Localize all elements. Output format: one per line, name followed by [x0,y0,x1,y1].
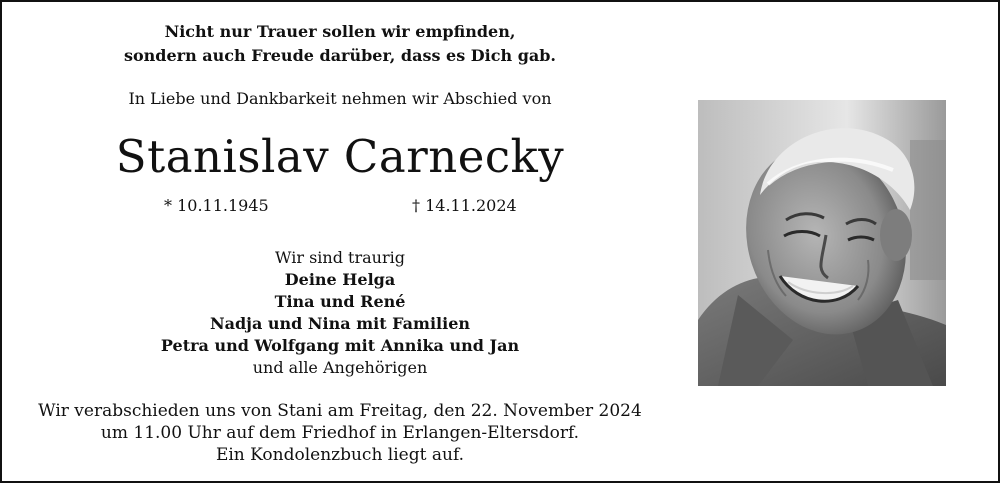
mourner-name: Deine Helga [284,270,396,289]
intro-text: In Liebe und Dankbarkeit nehmen wir Abschied von [128,89,552,108]
portrait-photo-icon [698,100,946,386]
motto-line-1: Nicht nur Trauer sollen wir empfinden, [164,22,516,41]
motto-line-2: sondern auch Freude darüber, dass es Dich gab. [123,46,556,65]
farewell-line-3: Ein Kondolenzbuch liegt auf. [215,445,465,465]
deceased-name: Stanislav Carnecky [115,130,565,183]
farewell-line-2: um 11.00 Uhr auf dem Friedhof in Erlangen-Eltersdorf. [100,423,580,443]
portrait-photo [698,100,946,386]
mourners-closing: und alle Angehörigen [252,358,428,377]
mourner-name: Petra und Wolfgang mit Annika und Jan [160,336,520,355]
mourner-name: Tina und René [274,292,406,311]
mourner-name: Nadja und Nina mit Familien [210,314,470,333]
birth-date: * 10.11.1945 [164,196,269,215]
death-date: † 14.11.2024 [412,196,517,215]
mourners-intro: Wir sind traurig [275,248,405,267]
farewell-line-1: Wir verabschieden uns von Stani am Freitag, den 22. November 2024 [38,401,642,421]
